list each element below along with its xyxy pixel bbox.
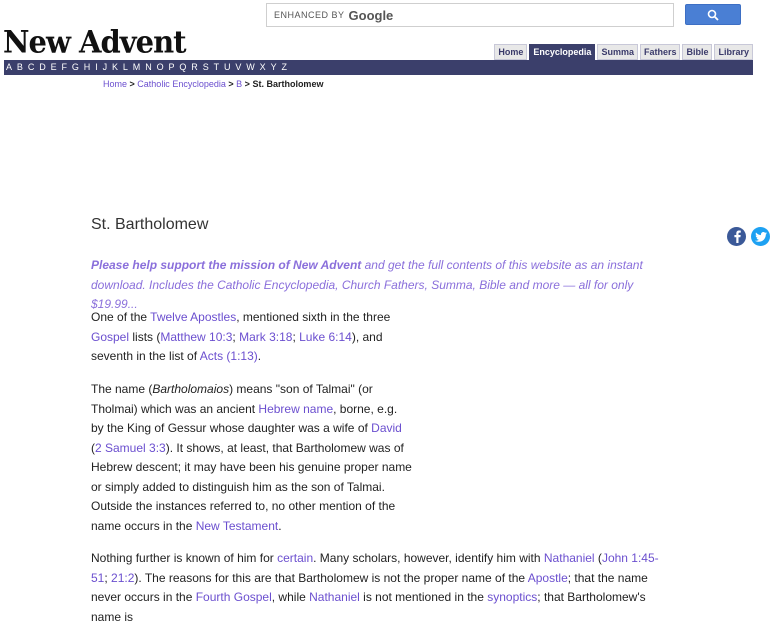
link-twelve-apostles[interactable]: Twelve Apostles (150, 310, 237, 324)
alphabet-letter-d[interactable]: D (39, 62, 46, 72)
text: . Many scholars, however, identify him with (313, 551, 544, 565)
nav-home[interactable]: Home (494, 44, 527, 60)
text: is not mentioned in the (359, 590, 488, 604)
text: ( (594, 551, 602, 565)
breadcrumb-home[interactable]: Home (103, 79, 128, 89)
support-rest-text: and get the full contents of this website as an instant download. Includes the Catholic Encyclopedia, Church Fathers, Summa, Bible and more — all for only $19.99... (91, 258, 643, 311)
text: , borne, e.g. by the King of Gessur whose daughter was a wife of (91, 401, 398, 435)
link-luke[interactable]: Luke 6:14 (299, 329, 352, 344)
breadcrumb-separator: > (129, 79, 138, 89)
search-input[interactable] (266, 3, 674, 27)
enhanced-by-label: ENHANCED BY (274, 10, 345, 20)
alphabet-letter-o[interactable]: O (156, 62, 164, 72)
top-nav (494, 44, 753, 60)
page-title: St. Bartholomew (91, 216, 209, 233)
text: , mentioned sixth in the three (236, 310, 391, 324)
link-2-samuel[interactable]: 2 Samuel 3:3 (95, 440, 166, 455)
link-nathaniel[interactable]: Nathaniel (543, 551, 595, 565)
alphabet-letter-t[interactable]: T (213, 62, 220, 72)
alphabet-letter-s[interactable]: S (202, 62, 209, 72)
breadcrumb-encyclopedia[interactable]: Catholic Encyclopedia (137, 79, 226, 89)
link-fourth-gospel[interactable]: Fourth Gospel (195, 590, 272, 604)
nav-encyclopedia[interactable]: Encyclopedia (529, 44, 595, 60)
alphabet-letter-k[interactable]: K (111, 62, 118, 72)
link-hebrew-name[interactable]: Hebrew name (258, 401, 334, 416)
alphabet-letter-j[interactable]: J (102, 62, 108, 72)
breadcrumb-current: St. Bartholomew (252, 79, 324, 89)
link-mark[interactable]: Mark 3:18 (239, 329, 293, 344)
italic-text: Bartholomaios (152, 382, 230, 396)
alphabet-letter-i[interactable]: I (95, 62, 98, 72)
search-button[interactable] (685, 4, 741, 25)
alphabet-letter-q[interactable]: Q (179, 62, 187, 72)
alphabet-letter-n[interactable]: N (145, 62, 152, 72)
link-new-testament[interactable]: New Testament (195, 518, 279, 533)
text: ). It shows, at least, that Bartholomew was of Hebrew descent; it may have been his genuine proper name or simply added to distinguish him as the son of Talmai. Outside the instances referred to, no other mention of the name occurs in the (91, 440, 412, 533)
alphabet-letter-a[interactable]: A (6, 62, 13, 72)
alphabet-letter-e[interactable]: E (50, 62, 57, 72)
alphabet-letter-w[interactable]: W (246, 62, 255, 72)
text: ) means "son of Talmai" (or Tholmai) which was an ancient (91, 382, 373, 416)
text: The name ( (91, 382, 153, 396)
alphabet-letter-z[interactable]: Z (281, 62, 287, 72)
support-bold-text: Please help support the mission of New Advent (91, 258, 362, 272)
link-nathaniel-2[interactable]: Nathaniel (309, 590, 360, 604)
link-21-2[interactable]: 21:2 (111, 570, 135, 585)
twitter-share-button[interactable] (751, 227, 770, 246)
nav-fathers[interactable]: Fathers (640, 44, 681, 60)
text: Nothing further is known of him for (91, 551, 278, 565)
alphabet-letter-x[interactable]: X (259, 62, 266, 72)
breadcrumb-separator: > (228, 79, 237, 89)
text: ; that the name never occurs in the (91, 570, 648, 604)
link-gospel[interactable]: Gospel (91, 329, 130, 344)
link-apostle[interactable]: Apostle (527, 570, 568, 585)
alphabet-letter-p[interactable]: P (168, 62, 175, 72)
breadcrumb-separator: > (244, 79, 253, 89)
article-paragraph-1 (91, 308, 391, 367)
text: ), and seventh in the list of (91, 329, 383, 363)
text: ; that Bartholomew's name is (91, 590, 646, 624)
text: ). The reasons for this are that Bartholomew is not the proper name of the (134, 570, 528, 585)
social-share (727, 227, 770, 246)
alphabet-letter-f[interactable]: F (61, 62, 67, 72)
search-icon (707, 9, 719, 21)
new-advent-logo[interactable]: New Advent (3, 24, 186, 60)
facebook-share-button[interactable] (727, 227, 746, 246)
text: , while (271, 590, 310, 604)
alphabet-letter-r[interactable]: R (191, 62, 198, 72)
text: . (257, 349, 262, 363)
alphabet-letter-b[interactable]: B (16, 62, 23, 72)
support-notice[interactable] (91, 256, 666, 315)
link-acts[interactable]: Acts (1:13) (199, 349, 258, 363)
twitter-icon (755, 232, 767, 242)
breadcrumb-letter[interactable]: B (236, 79, 243, 89)
text: lists ( (129, 329, 161, 344)
text: One of the (91, 310, 151, 324)
alphabet-letter-c[interactable]: C (27, 62, 35, 72)
nav-summa[interactable]: Summa (597, 44, 638, 60)
article-paragraph-3 (91, 549, 666, 627)
article-paragraph-2 (91, 380, 413, 536)
text: ; (292, 329, 300, 344)
link-john[interactable]: John 1:45-51 (91, 551, 659, 585)
text: ( (91, 440, 95, 455)
link-certain[interactable]: certain (277, 551, 314, 565)
alphabet-letter-y[interactable]: Y (270, 62, 277, 72)
alphabet-bar (4, 60, 753, 75)
nav-bible[interactable]: Bible (682, 44, 712, 60)
alphabet-letter-m[interactable]: M (132, 62, 141, 72)
alphabet-letter-u[interactable]: U (223, 62, 231, 72)
google-logo: Google (348, 7, 394, 23)
alphabet-letter-v[interactable]: V (235, 62, 242, 72)
alphabet-letter-h[interactable]: H (83, 62, 91, 72)
link-david[interactable]: David (371, 421, 402, 435)
link-synoptics[interactable]: synoptics (487, 590, 538, 604)
alphabet-letter-g[interactable]: G (71, 62, 79, 72)
text: . (278, 518, 282, 533)
link-matthew[interactable]: Matthew 10:3 (160, 329, 233, 344)
facebook-icon (732, 230, 742, 243)
text: ; (232, 329, 240, 344)
text: ; (104, 570, 112, 585)
nav-library[interactable]: Library (714, 44, 753, 60)
breadcrumb (103, 79, 323, 89)
alphabet-letter-l[interactable]: L (122, 62, 128, 72)
